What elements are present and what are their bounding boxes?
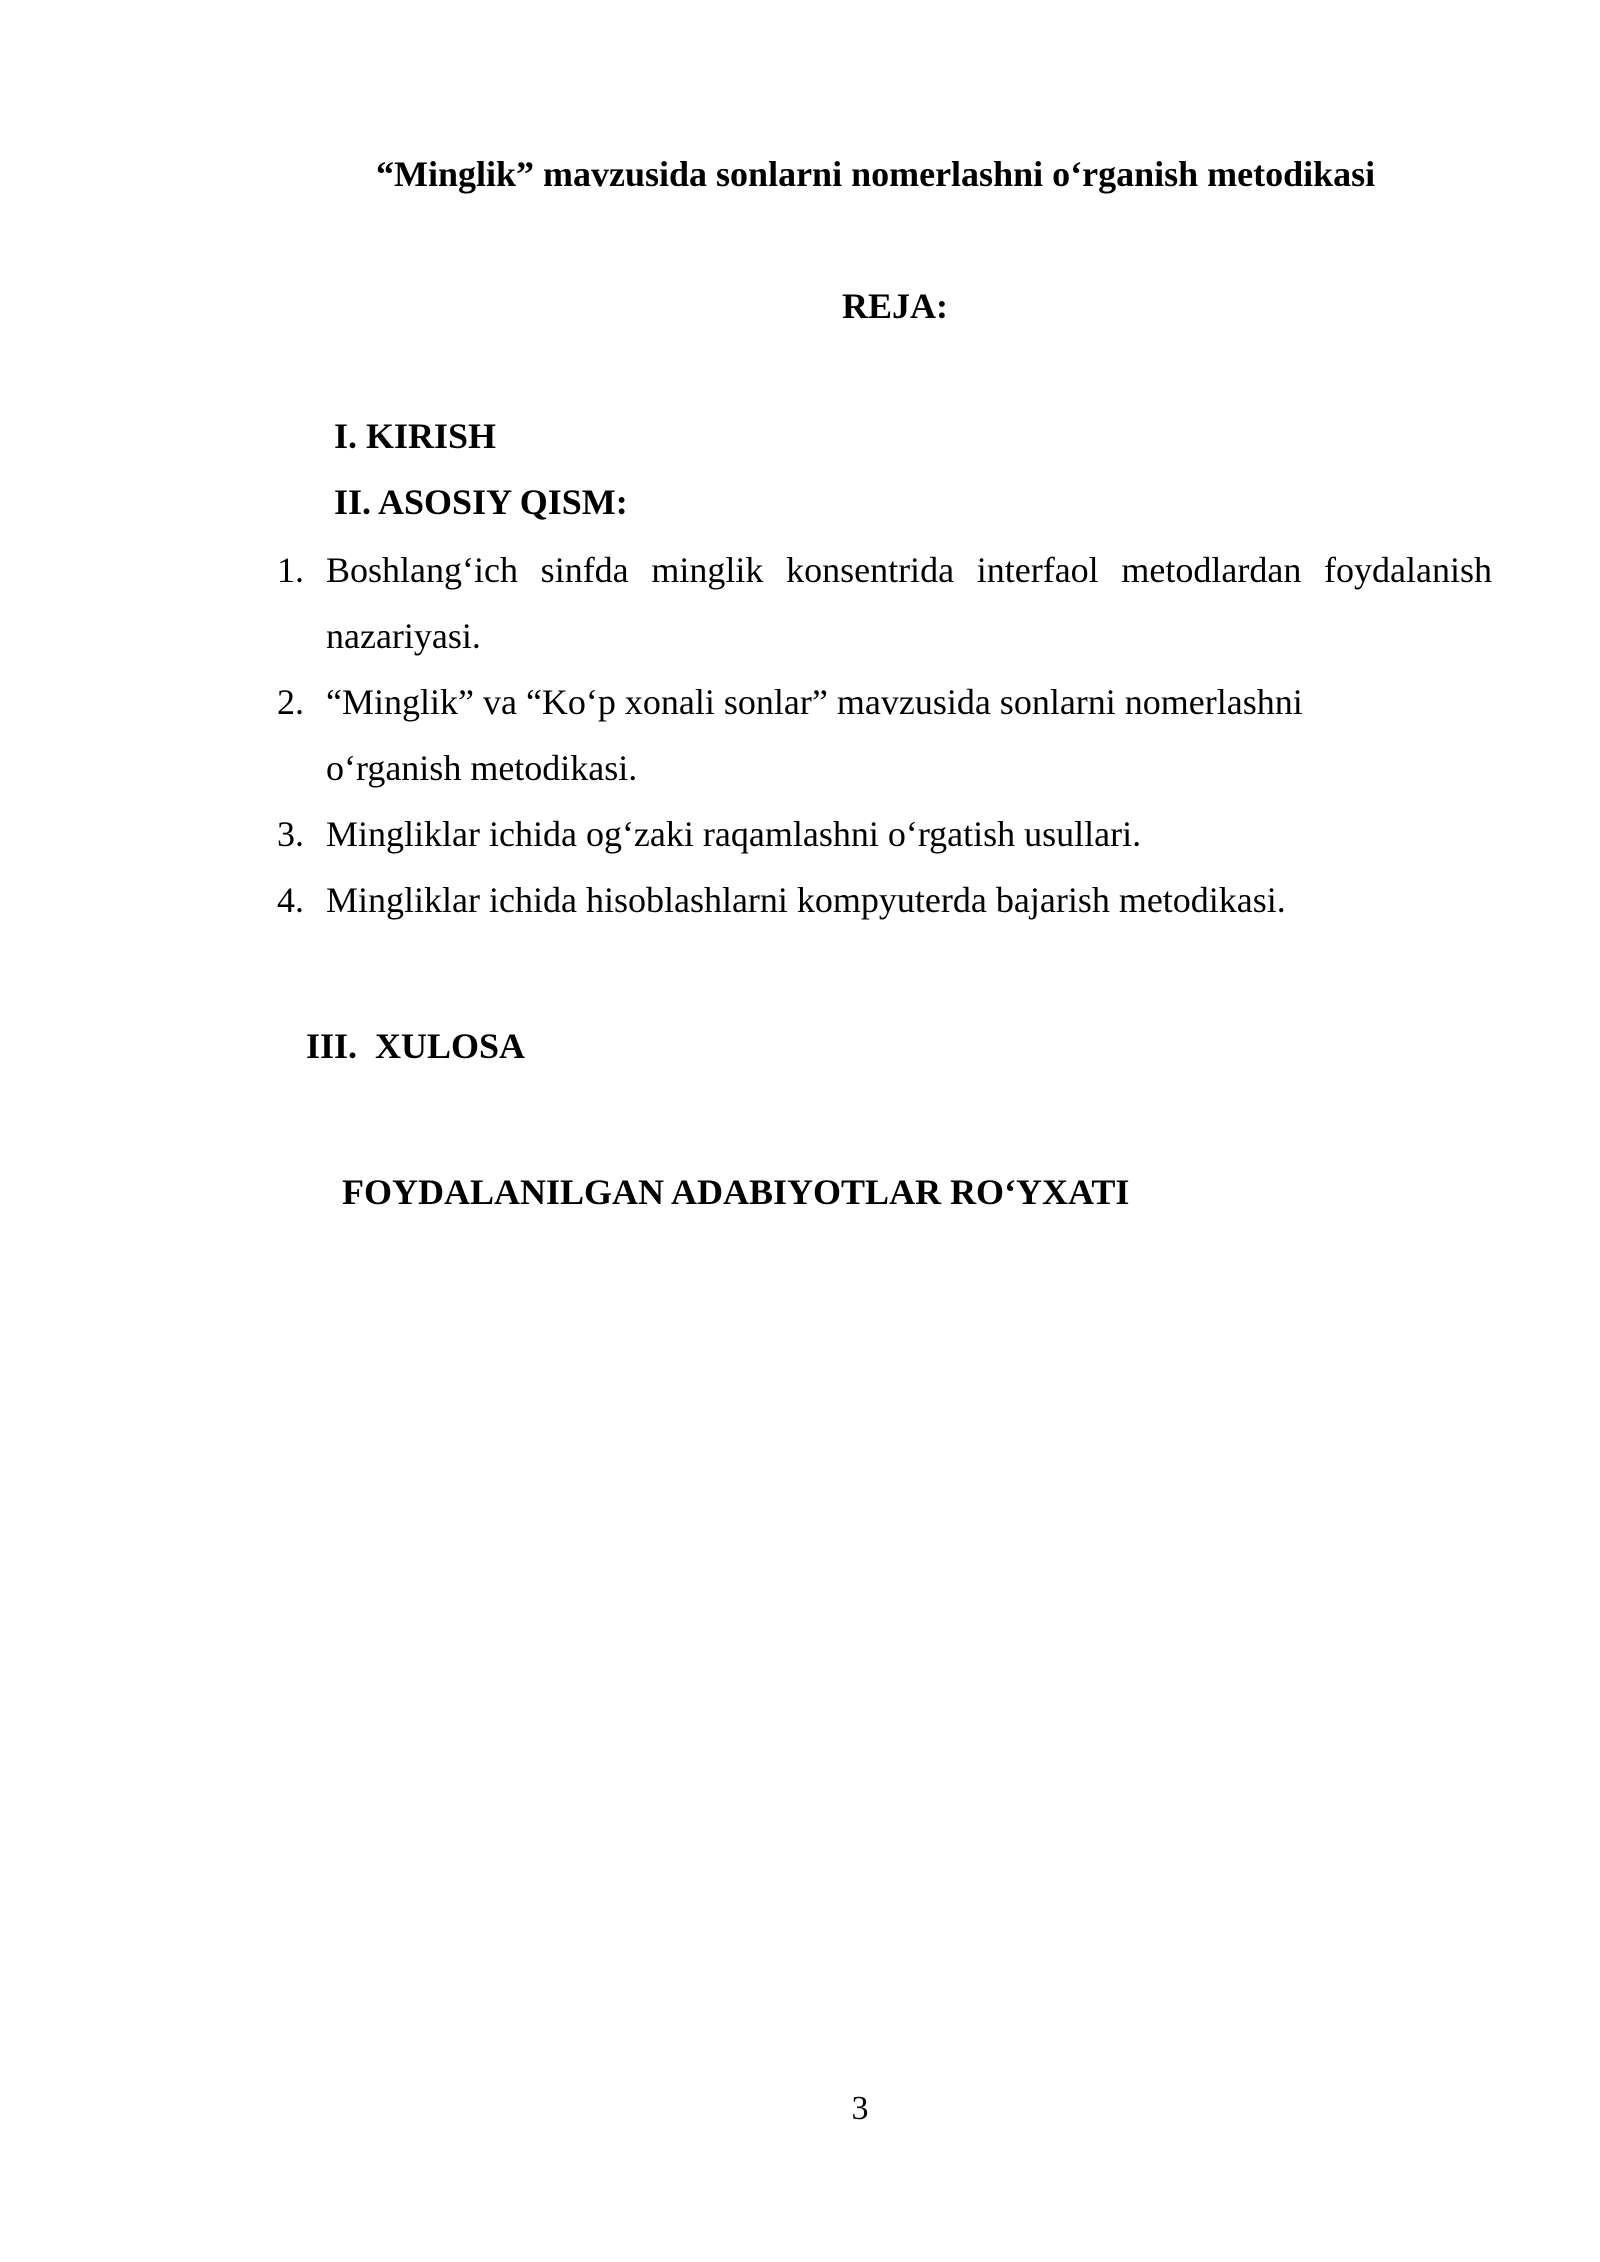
section-main-heading: II. ASOSIY QISM: <box>334 482 628 522</box>
list-item-number: 4. <box>277 880 304 920</box>
list-item-text-line: “Minglik” va “Ko‘p xonali sonlar” mavzusida sonlarni nomerlashni <box>326 682 1303 722</box>
list-item-number: 3. <box>277 814 304 854</box>
list-item-text-line: Boshlang‘ich sinfda minglik konsentrida interfaol metodlardan foydalanish <box>326 550 1492 590</box>
list-item-text <box>326 669 1406 801</box>
section-conclusion-heading: III. XULOSA <box>306 1026 526 1066</box>
list-item-text <box>326 537 1492 669</box>
list-item-text-line: o‘rganish metodikasi. <box>326 748 638 788</box>
list-item-text: Mingliklar ichida hisoblashlarni kompyuterda bajarish metodikasi. <box>326 880 1286 920</box>
list-item-number: 2. <box>277 682 304 722</box>
list-item <box>277 801 1377 867</box>
plan-heading: REJA: <box>842 286 948 326</box>
section-references-heading: FOYDALANILGAN ADABIYOTLAR RO‘YXATI <box>342 1172 1130 1212</box>
list-item-text: Mingliklar ichida og‘zaki raqamlashni o‘rgatish usullari. <box>326 814 1142 854</box>
section-intro-heading: I. KIRISH <box>334 416 497 456</box>
list-item <box>277 867 1377 933</box>
list-item <box>277 537 1492 669</box>
document-title: “Minglik” mavzusida sonlarni nomerlashni o‘rganish metodikasi <box>376 154 1376 194</box>
list-item-text-line: nazariyasi. <box>326 616 481 656</box>
list-item <box>277 669 1377 801</box>
page-number: 3 <box>851 2090 869 2127</box>
list-item-number: 1. <box>277 550 304 590</box>
